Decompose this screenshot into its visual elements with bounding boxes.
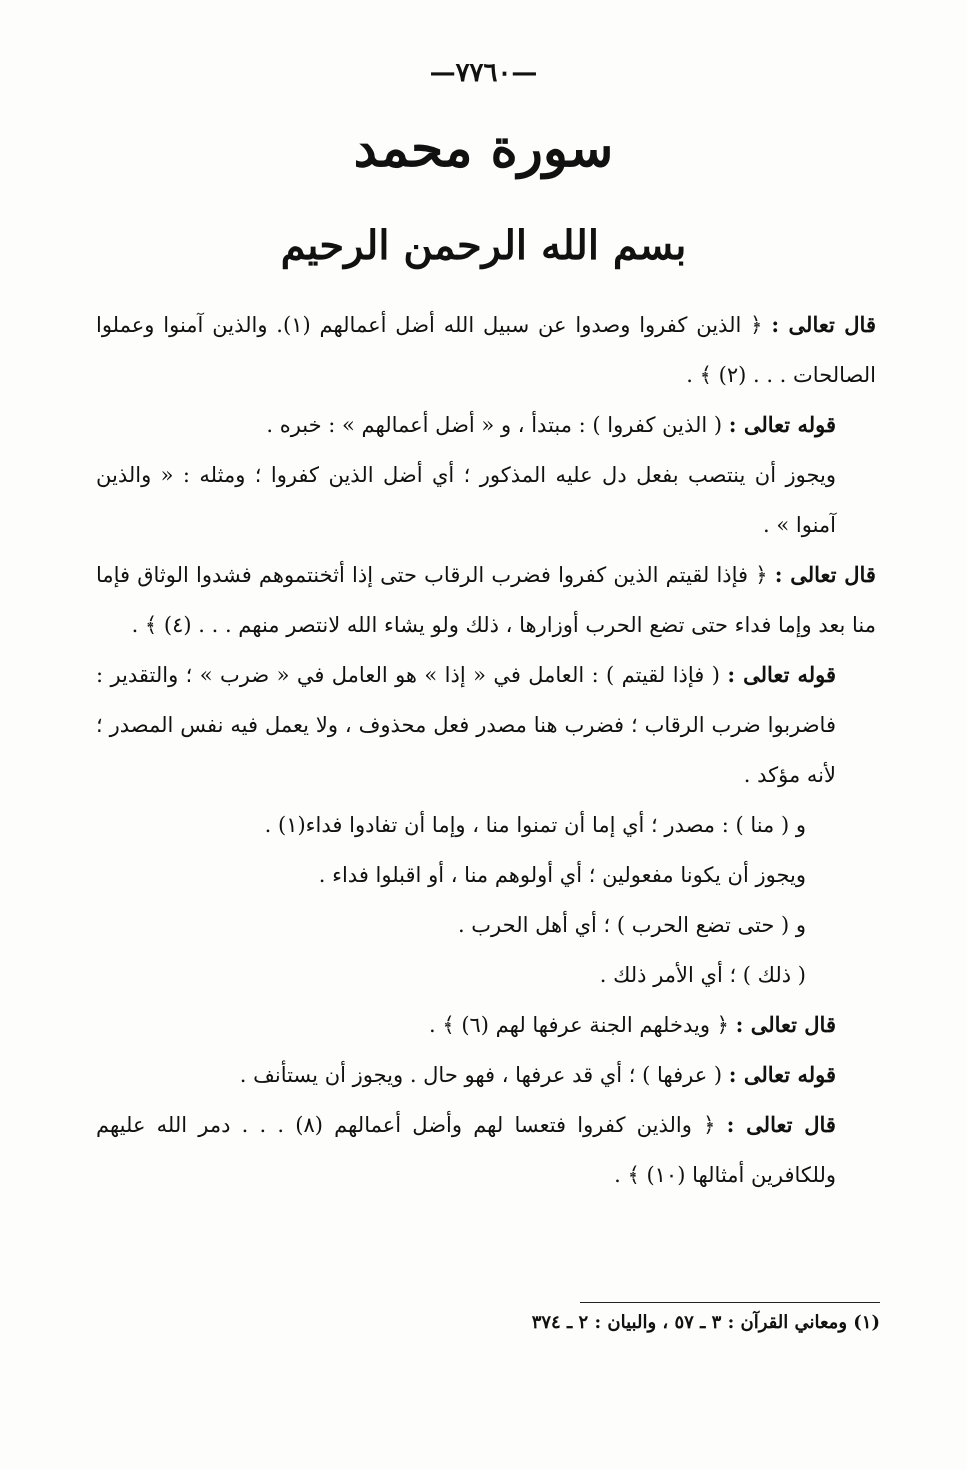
paragraph-text: و ( حتى تضع الحرب ) ؛ أي أهل الحرب . (457, 913, 806, 937)
paragraph-label: قوله تعالى : (727, 662, 836, 687)
paragraph-text: ويجوز أن ينتصب بفعل دل عليه المذكور ؛ أي أضل الذين كفروا ؛ ومثله : « والذين آمنوا » . (96, 463, 836, 537)
paragraph (96, 1050, 876, 1100)
paragraph-text: ( الذين كفروا ) : مبتدأ ، و « أضل أعمالهم » : خبره . (266, 413, 723, 437)
body-text (96, 300, 876, 1200)
paragraph (96, 1000, 876, 1050)
paragraph-text: ( فإذا لقيتم ) : العامل في « إذا » هو العامل في « ضرب » ؛ والتقدير : فاضربوا ضرب الرقاب ؛ فضرب هنا مصدر فعل محذوف ، ولا يعمل فيه نفس المصدر ؛ لأنه مؤكد . (96, 663, 836, 787)
paragraph-label: قوله تعالى : (728, 1062, 836, 1087)
paragraph-text: ﴿ فإذا لقيتم الذين كفروا فضرب الرقاب حتى إذا أثخنتموهم فشدوا الوثاق فإما منا بعد وإما فداء حتى تضع الحرب أوزارها ، ذلك ولو يشاء الله لانتصر منهم . . . (٤) ﴾ . (96, 563, 876, 637)
paragraph (96, 800, 876, 850)
paragraph-label: قال تعالى : (771, 312, 876, 337)
page-number: —٧٧٦٠— (429, 58, 538, 88)
paragraph-text: ويجوز أن يكونا مفعولين ؛ أي أولوهم منا ، أو اقبلوا فداء . (318, 863, 806, 887)
paragraph (96, 400, 876, 450)
paragraph-text: ( ذلك ) ؛ أي الأمر ذلك . (599, 963, 806, 987)
surah-title: سورة محمد (353, 118, 614, 179)
paragraph (96, 950, 876, 1000)
footnote: (١) ومعاني القرآن : ٣ ـ ٥٧ ، والبيان : ٢ ـ ٣٧٤ (531, 1312, 880, 1333)
paragraph-text: ﴿ ويدخلهم الجنة عرفها لهم (٦) ﴾ . (428, 1013, 729, 1037)
paragraph (96, 550, 876, 650)
paragraph-label: قال تعالى : (735, 1012, 836, 1037)
basmala: بسم الله الرحمن الرحيم (280, 222, 687, 269)
paragraph-label: قال تعالى : (774, 562, 876, 587)
paragraph (96, 850, 876, 900)
paragraph-text: ﴿ الذين كفروا وصدوا عن سبيل الله أضل أعمالهم (١). والذين آمنوا وعملوا الصالحات . . . (٢) ﴾ . (96, 313, 876, 387)
paragraph (96, 450, 876, 550)
paragraph (96, 900, 876, 950)
paragraph (96, 300, 876, 400)
paragraph-text: ﴿ والذين كفروا فتعسا لهم وأضل أعمالهم (٨) . . . دمر الله عليهم وللكافرين أمثالها (١٠) ﴾ . (96, 1113, 836, 1187)
paragraph (96, 650, 876, 800)
paragraph-text: و ( منا ) : مصدر ؛ أي إما أن تمنوا منا ، وإما أن تفادوا فداء(١) . (264, 813, 806, 837)
paragraph-label: قال تعالى : (726, 1112, 836, 1137)
paragraph (96, 1100, 876, 1200)
paragraph-text: ( عرفها ) ؛ أي قد عرفها ، فهو حال . ويجوز أن يستأنف . (239, 1063, 723, 1087)
footnote-divider (580, 1302, 880, 1303)
paragraph-label: قوله تعالى : (728, 412, 836, 437)
